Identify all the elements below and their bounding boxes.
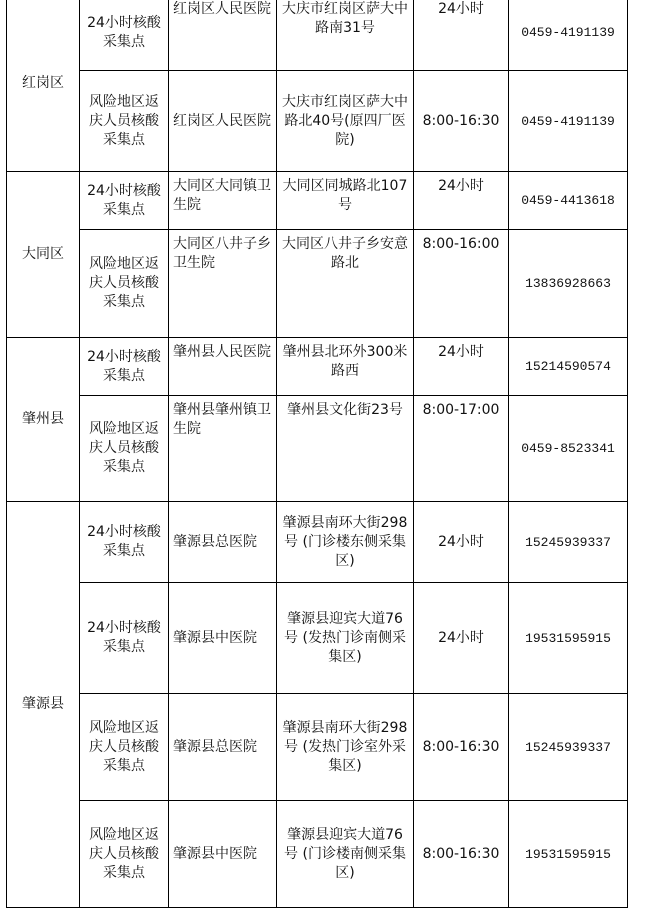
table-row [7,338,628,396]
hospital-cell: 大同区大同镇卫生院 [169,172,277,230]
phone-cell: 0459-4191139 [509,71,628,172]
table-row [7,396,628,502]
hospital-cell: 肇源县总医院 [169,694,277,801]
site-type-cell: 24小时核酸采集点 [80,0,169,71]
site-type-cell: 风险地区返庆人员核酸采集点 [80,396,169,502]
hospital-cell: 肇源县中医院 [169,801,277,908]
hospital-cell: 肇州县人民医院 [169,338,277,396]
phone-cell: 15245939337 [509,694,628,801]
table-row [7,230,628,338]
address-cell: 肇州县文化街23号 [277,396,414,502]
phone-cell: 13836928663 [509,230,628,338]
site-type-cell: 风险地区返庆人员核酸采集点 [80,230,169,338]
hours-cell: 8:00-16:30 [414,71,509,172]
address-cell: 肇源县南环大街298号 (发热门诊室外采集区) [277,694,414,801]
address-cell: 大同区同城路北107号 [277,172,414,230]
phone-cell: 19531595915 [509,583,628,694]
address-cell: 大庆市红岗区萨大中路北40号(原四厂医院) [277,71,414,172]
table-row [7,502,628,583]
address-cell: 大同区八井子乡安意路北 [277,230,414,338]
address-cell: 大庆市红岗区萨大中路南31号 [277,0,414,71]
table-row [7,694,628,801]
table-row [7,801,628,908]
phone-cell: 0459-8523341 [509,396,628,502]
hours-cell: 8:00-16:30 [414,801,509,908]
address-cell: 肇州县北环外300米路西 [277,338,414,396]
hours-cell: 24小时 [414,583,509,694]
hours-cell: 24小时 [414,0,509,71]
site-type-cell: 24小时核酸采集点 [80,172,169,230]
district-cell: 肇源县 [7,502,80,908]
phone-cell: 0459-4191139 [509,0,628,71]
address-cell: 肇源县迎宾大道76号 (门诊楼南侧采集区) [277,801,414,908]
table-row [7,172,628,230]
hours-cell: 24小时 [414,502,509,583]
table-row [7,0,628,71]
site-type-cell: 风险地区返庆人员核酸采集点 [80,801,169,908]
table-row [7,583,628,694]
hospital-cell: 肇州县肇州镇卫生院 [169,396,277,502]
phone-cell: 0459-4413618 [509,172,628,230]
phone-cell: 15214590574 [509,338,628,396]
hours-cell: 8:00-16:00 [414,230,509,338]
site-type-cell: 风险地区返庆人员核酸采集点 [80,71,169,172]
hours-cell: 8:00-17:00 [414,396,509,502]
hours-cell: 24小时 [414,172,509,230]
district-cell: 红岗区 [7,0,80,172]
hospital-cell: 红岗区人民医院 [169,71,277,172]
site-type-cell: 24小时核酸采集点 [80,583,169,694]
table-row [7,71,628,172]
district-cell: 肇州县 [7,338,80,502]
hospital-cell: 红岗区人民医院 [169,0,277,71]
site-type-cell: 24小时核酸采集点 [80,338,169,396]
site-type-cell: 风险地区返庆人员核酸采集点 [80,694,169,801]
site-type-cell: 24小时核酸采集点 [80,502,169,583]
phone-cell: 15245939337 [509,502,628,583]
hospital-cell: 肇源县总医院 [169,502,277,583]
hours-cell: 24小时 [414,338,509,396]
address-cell: 肇源县南环大街298号 (门诊楼东侧采集区) [277,502,414,583]
sampling-sites-table [6,0,628,908]
hospital-cell: 肇源县中医院 [169,583,277,694]
phone-cell: 19531595915 [509,801,628,908]
address-cell: 肇源县迎宾大道76号 (发热门诊南侧采集区) [277,583,414,694]
hospital-cell: 大同区八井子乡卫生院 [169,230,277,338]
district-cell: 大同区 [7,172,80,338]
hours-cell: 8:00-16:30 [414,694,509,801]
